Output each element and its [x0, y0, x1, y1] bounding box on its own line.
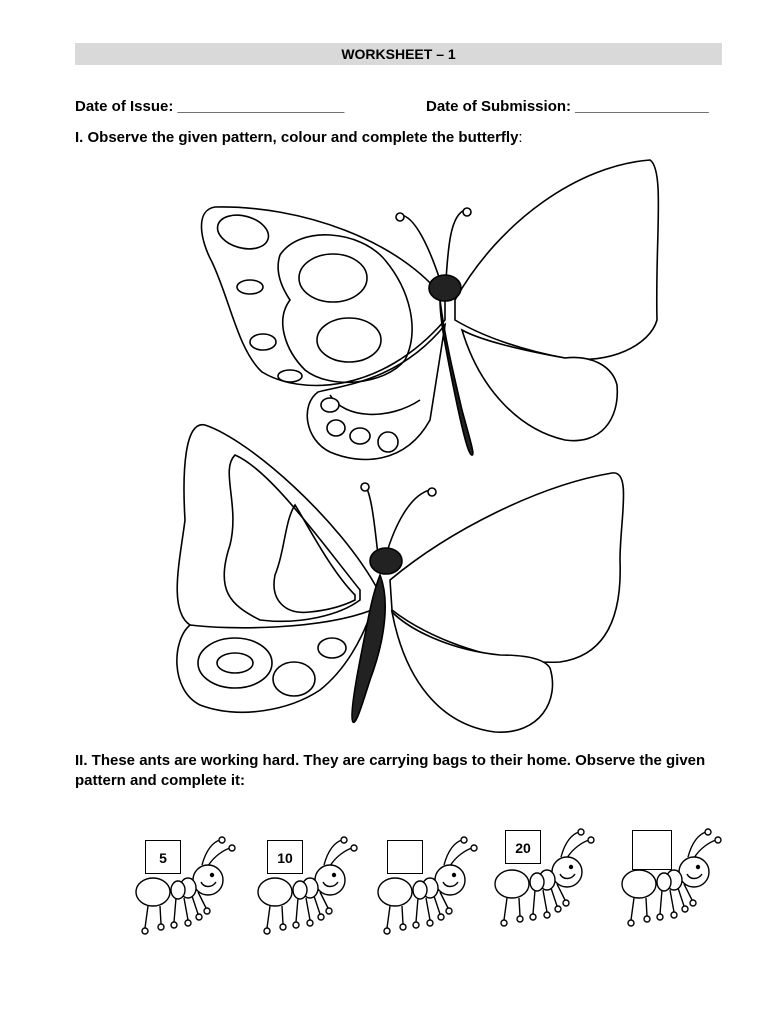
ant-2-bag: 10	[267, 840, 303, 874]
ant-4-bag: 20	[505, 830, 541, 864]
question-1-colon: :	[518, 129, 523, 146]
ant-5-bag	[632, 830, 672, 870]
ant-4	[487, 822, 597, 932]
ant-5	[614, 822, 724, 932]
date-of-submission: Date of Submission: ________________	[426, 98, 709, 115]
ant-2	[250, 830, 360, 940]
ant-icon	[487, 822, 597, 932]
ant-3-bag	[387, 840, 423, 874]
worksheet-title: WORKSHEET – 1	[75, 43, 722, 65]
ant-3	[370, 830, 480, 940]
ant-1	[128, 830, 238, 940]
question-2: II. These ants are working hard. They are carrying bags to their home. Observe the given pattern and complete it:	[75, 752, 706, 789]
date-of-issue: Date of Issue: ____________________	[75, 98, 345, 115]
ant-1-bag: 5	[145, 840, 181, 874]
question-1-text: I. Observe the given pattern, colour and complete the butterfly	[75, 129, 519, 146]
